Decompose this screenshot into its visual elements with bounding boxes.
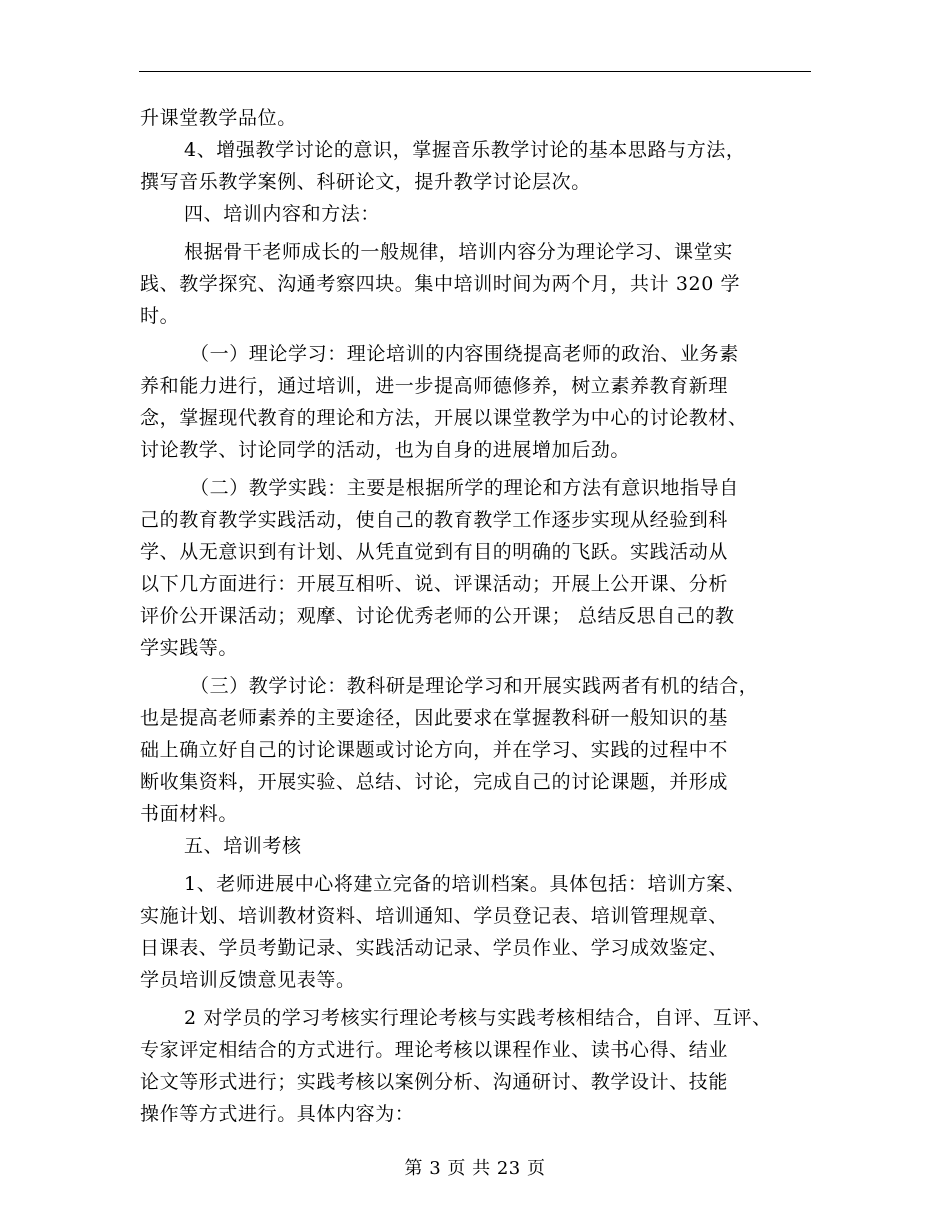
section-heading: 五、培训考核 xyxy=(184,835,302,857)
text-line: 评价公开课活动；观摩、讨论优秀老师的公开课； 总结反思自己的教 xyxy=(140,605,735,627)
text-line: （二）教学实践：主要是根据所学的理论和方法有意识地指导自 xyxy=(190,477,739,499)
header-rule xyxy=(139,71,811,72)
text-line: 操作等方式进行。具体内容为： xyxy=(140,1103,415,1125)
text-line: 学实践等。 xyxy=(140,637,239,659)
text-line: 1、老师进展中心将建立完备的培训档案。具体包括：培训方案、 xyxy=(184,873,746,895)
text-line: 书面材料。 xyxy=(140,803,239,825)
text-line: 专家评定相结合的方式进行。理论考核以课程作业、读书心得、结业 xyxy=(140,1039,729,1061)
text-line: （三）教学讨论：教科研是理论学习和开展实践两者有机的结合， xyxy=(190,675,759,697)
text-line: 根据骨干老师成长的一般规律，培训内容分为理论学习、课堂实 xyxy=(184,241,733,263)
text-line: 养和能力进行，通过培训，进一步提高师德修养，树立素养教育新理 xyxy=(140,375,729,397)
text-line: 日课表、学员考勤记录、实践活动记录、学员作业、学习成效鉴定、 xyxy=(140,937,729,959)
text-line: 也是提高老师素养的主要途径，因此要求在掌握教科研一般知识的基 xyxy=(140,707,729,729)
text-line: 2 对学员的学习考核实行理论考核与实践考核相结合，自评、互评、 xyxy=(184,1007,772,1029)
text-line: 撰写音乐教学案例、科研论文，提升教学讨论层次。 xyxy=(140,171,591,193)
text-line: 断收集资料，开展实验、总结、讨论，完成自己的讨论课题，并形成 xyxy=(140,771,729,793)
text-line: 念，掌握现代教育的理论和方法，开展以课堂教学为中心的讨论教材、 xyxy=(140,407,748,429)
text-line: 论文等形式进行；实践考核以案例分析、沟通研讨、教学设计、技能 xyxy=(140,1071,729,1093)
section-heading: 四、培训内容和方法： xyxy=(184,203,381,225)
text-line: 时。 xyxy=(140,305,180,327)
text-line: （一）理论学习：理论培训的内容围绕提高老师的政治、业务素 xyxy=(190,343,739,365)
text-line: 讨论教学、讨论同学的活动，也为自身的进展增加后劲。 xyxy=(140,439,631,461)
text-line: 以下几方面进行：开展互相听、说、评课活动；开展上公开课、分析 xyxy=(140,573,729,595)
text-line: 学员培训反馈意见表等。 xyxy=(140,969,356,991)
text-line: 己的教育教学实践活动，使自己的教育教学工作逐步实现从经验到科 xyxy=(140,509,729,531)
text-line: 践、教学探究、沟通考察四块。集中培训时间为两个月，共计 320 学 xyxy=(140,273,741,295)
page-number: 第 3 页 共 23 页 xyxy=(404,1158,546,1179)
document-body xyxy=(140,102,830,1130)
text-line: 学、从无意识到有计划、从凭直觉到有目的明确的飞跃。实践活动从 xyxy=(140,541,729,563)
text-line: 4、增强教学讨论的意识，掌握音乐教学讨论的基本思路与方法， xyxy=(184,139,746,161)
text-line: 实施计划、培训教材资料、培训通知、学员登记表、培训管理规章、 xyxy=(140,905,729,927)
text-line: 升课堂教学品位。 xyxy=(140,107,297,129)
text-line: 础上确立好自己的讨论课题或讨论方向，并在学习、实践的过程中不 xyxy=(140,739,729,761)
